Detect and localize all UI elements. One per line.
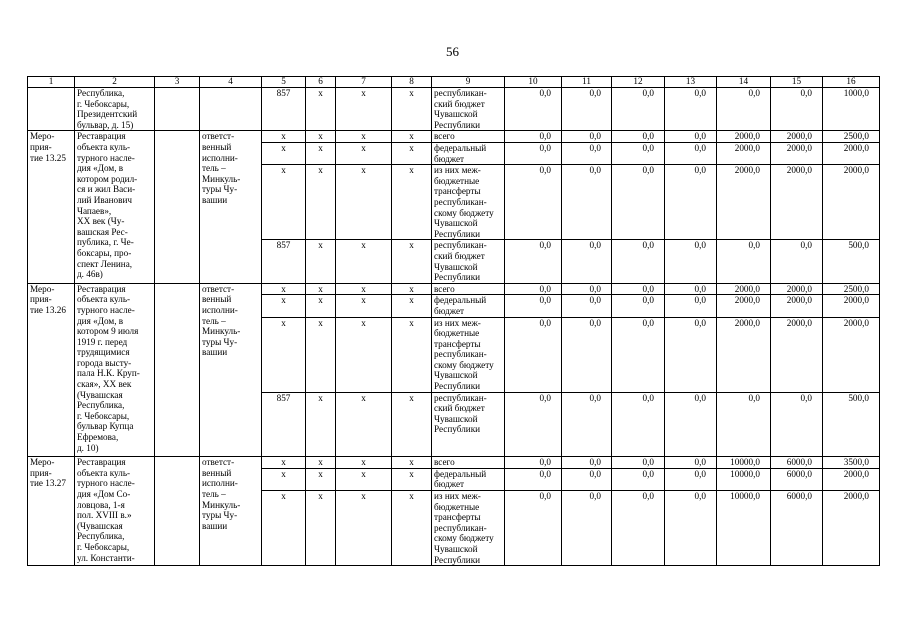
amount-cell: 0,0 xyxy=(612,165,665,240)
amount-cell: 0,0 xyxy=(665,240,717,283)
amount-cell: 6000,0 xyxy=(771,457,823,469)
column-header: 3 xyxy=(155,77,200,88)
budget-code-cell: х xyxy=(262,468,306,490)
amount-cell: 6000,0 xyxy=(771,491,823,566)
funding-source-cell: из них меж- бюджетные трансферты республикан- скому бюджету Чувашской Республики xyxy=(432,165,505,240)
measure-cell: Меро- прия- тие 13.27 xyxy=(28,457,75,566)
code-cell: х xyxy=(392,240,432,283)
column-header: 12 xyxy=(612,77,665,88)
code-cell: х xyxy=(392,142,432,164)
budget-code-cell: 857 xyxy=(262,240,306,283)
code-cell: х xyxy=(392,295,432,317)
amount-cell: 2000,0 xyxy=(771,165,823,240)
amount-cell: 0,0 xyxy=(665,131,717,143)
amount-cell: 0,0 xyxy=(612,131,665,143)
amount-cell: 0,0 xyxy=(665,317,717,392)
amount-cell: 2000,0 xyxy=(771,317,823,392)
amount-cell: 0,0 xyxy=(505,317,562,392)
budget-code-cell: х xyxy=(262,142,306,164)
budget-code-cell: х xyxy=(262,295,306,317)
table-row xyxy=(28,283,880,295)
amount-cell: 0,0 xyxy=(612,468,665,490)
object-cell: Республика, г. Чебоксары, Президентский бульвар, д. 15) xyxy=(75,88,155,131)
amount-cell: 10000,0 xyxy=(717,457,771,469)
code-cell: х xyxy=(392,88,432,131)
amount-cell: 0,0 xyxy=(505,392,562,457)
code-cell: х xyxy=(336,88,392,131)
amount-cell: 500,0 xyxy=(823,392,880,457)
code-cell: х xyxy=(306,392,336,457)
funding-source-cell: республикан- ский бюджет Чувашской Республики xyxy=(432,240,505,283)
amount-cell: 0,0 xyxy=(505,88,562,131)
amount-cell: 2000,0 xyxy=(771,295,823,317)
column-header: 1 xyxy=(28,77,75,88)
column-header: 4 xyxy=(200,77,262,88)
code-cell: х xyxy=(306,317,336,392)
amount-cell: 2000,0 xyxy=(717,131,771,143)
amount-cell: 0,0 xyxy=(665,165,717,240)
column-header: 15 xyxy=(771,77,823,88)
amount-cell: 3500,0 xyxy=(823,457,880,469)
budget-code-cell: 857 xyxy=(262,88,306,131)
amount-cell: 0,0 xyxy=(771,392,823,457)
empty-cell xyxy=(155,131,200,283)
empty-cell xyxy=(155,88,200,131)
code-cell: х xyxy=(306,240,336,283)
budget-code-cell: х xyxy=(262,317,306,392)
code-cell: х xyxy=(336,142,392,164)
funding-source-cell: республикан- ский бюджет Чувашской Республики xyxy=(432,392,505,457)
budget-code-cell: х xyxy=(262,131,306,143)
amount-cell: 0,0 xyxy=(505,283,562,295)
amount-cell: 2000,0 xyxy=(717,142,771,164)
funding-source-cell: федеральный бюджет xyxy=(432,295,505,317)
code-cell: х xyxy=(336,165,392,240)
code-cell: х xyxy=(336,131,392,143)
amount-cell: 0,0 xyxy=(612,283,665,295)
column-header: 10 xyxy=(505,77,562,88)
column-header: 14 xyxy=(717,77,771,88)
code-cell: х xyxy=(392,491,432,566)
amount-cell: 2000,0 xyxy=(823,468,880,490)
column-header: 2 xyxy=(75,77,155,88)
amount-cell: 0,0 xyxy=(562,392,612,457)
code-cell: х xyxy=(336,457,392,469)
code-cell: х xyxy=(392,457,432,469)
budget-code-cell: 857 xyxy=(262,392,306,457)
budget-code-cell: х xyxy=(262,283,306,295)
code-cell: х xyxy=(336,295,392,317)
code-cell: х xyxy=(306,131,336,143)
amount-cell: 0,0 xyxy=(612,240,665,283)
amount-cell: 0,0 xyxy=(562,131,612,143)
amount-cell: 0,0 xyxy=(505,457,562,469)
amount-cell: 0,0 xyxy=(562,295,612,317)
amount-cell: 0,0 xyxy=(665,457,717,469)
budget-code-cell: х xyxy=(262,491,306,566)
code-cell: х xyxy=(336,468,392,490)
column-header: 16 xyxy=(823,77,880,88)
code-cell: х xyxy=(306,468,336,490)
code-cell: х xyxy=(306,283,336,295)
amount-cell: 0,0 xyxy=(562,88,612,131)
amount-cell: 0,0 xyxy=(505,240,562,283)
amount-cell: 10000,0 xyxy=(717,468,771,490)
amount-cell: 0,0 xyxy=(505,295,562,317)
column-header: 9 xyxy=(432,77,505,88)
amount-cell: 6000,0 xyxy=(771,468,823,490)
amount-cell: 0,0 xyxy=(562,165,612,240)
amount-cell: 0,0 xyxy=(717,392,771,457)
object-cell: Реставрация объекта куль- турного насле- дия «Дом, в котором 9 июля 1919 г. перед трудящимися города высту- пала Н.К. Круп- ская», XX век (Чувашская Республика, г. Чебоксары, бульвар Купца Ефремова, д. 10) xyxy=(75,283,155,457)
responsible-cell: ответст- венный исполни- тель – Минкуль- туры Чу- вашии xyxy=(200,457,262,566)
object-cell: Реставрация объекта куль- турного насле- дия «Дом, в котором родил- ся и жил Васи- лий Иванович Чапаев», XX век (Чу- вашская Рес- публика, г. Че- боксары, про- спект Ленина, д. 46в) xyxy=(75,131,155,283)
amount-cell: 0,0 xyxy=(665,142,717,164)
amount-cell: 2000,0 xyxy=(717,295,771,317)
amount-cell: 0,0 xyxy=(505,491,562,566)
column-header: 8 xyxy=(392,77,432,88)
amount-cell: 2500,0 xyxy=(823,283,880,295)
amount-cell: 2000,0 xyxy=(717,165,771,240)
empty-cell xyxy=(155,283,200,457)
amount-cell: 2000,0 xyxy=(771,131,823,143)
amount-cell: 1000,0 xyxy=(823,88,880,131)
funding-source-cell: из них меж- бюджетные трансферты республикан- скому бюджету Чувашской Республики xyxy=(432,317,505,392)
empty-cell xyxy=(155,457,200,566)
funding-source-cell: федеральный бюджет xyxy=(432,142,505,164)
amount-cell: 0,0 xyxy=(505,131,562,143)
code-cell: х xyxy=(392,317,432,392)
funding-source-cell: республикан- ский бюджет Чувашской Республики xyxy=(432,88,505,131)
amount-cell: 0,0 xyxy=(665,468,717,490)
code-cell: х xyxy=(336,283,392,295)
amount-cell: 0,0 xyxy=(665,295,717,317)
code-cell: х xyxy=(392,468,432,490)
amount-cell: 0,0 xyxy=(665,392,717,457)
program-table xyxy=(27,76,880,566)
responsible-cell xyxy=(200,88,262,131)
amount-cell: 0,0 xyxy=(717,88,771,131)
responsible-cell: ответст- венный исполни- тель – Минкуль- туры Чу- вашии xyxy=(200,131,262,283)
column-header: 5 xyxy=(262,77,306,88)
code-cell: х xyxy=(306,295,336,317)
amount-cell: 0,0 xyxy=(562,240,612,283)
amount-cell: 0,0 xyxy=(505,468,562,490)
amount-cell: 2000,0 xyxy=(823,317,880,392)
budget-code-cell: х xyxy=(262,165,306,240)
code-cell: х xyxy=(306,88,336,131)
amount-cell: 0,0 xyxy=(562,491,612,566)
code-cell: х xyxy=(392,165,432,240)
funding-source-cell: федеральный бюджет xyxy=(432,468,505,490)
page-number: 56 xyxy=(446,44,459,59)
amount-cell: 2000,0 xyxy=(717,283,771,295)
amount-cell: 0,0 xyxy=(665,283,717,295)
amount-cell: 0,0 xyxy=(562,457,612,469)
funding-source-cell: всего xyxy=(432,457,505,469)
code-cell: х xyxy=(306,457,336,469)
object-cell: Реставрация объекта куль- турного насле- дия «Дом Со- ловцова, 1-я пол. XVIII в.» (Чувашская Республика, г. Чебоксары, ул. Константи- xyxy=(75,457,155,566)
amount-cell: 0,0 xyxy=(562,283,612,295)
amount-cell: 0,0 xyxy=(612,317,665,392)
amount-cell: 0,0 xyxy=(612,88,665,131)
amount-cell: 0,0 xyxy=(665,88,717,131)
amount-cell: 10000,0 xyxy=(717,491,771,566)
amount-cell: 2000,0 xyxy=(771,142,823,164)
code-cell: х xyxy=(306,491,336,566)
amount-cell: 2500,0 xyxy=(823,131,880,143)
header-row xyxy=(28,77,880,88)
amount-cell: 0,0 xyxy=(505,142,562,164)
amount-cell: 2000,0 xyxy=(823,491,880,566)
amount-cell: 0,0 xyxy=(612,491,665,566)
amount-cell: 0,0 xyxy=(665,491,717,566)
amount-cell: 0,0 xyxy=(612,457,665,469)
code-cell: х xyxy=(336,240,392,283)
budget-code-cell: х xyxy=(262,457,306,469)
amount-cell: 2000,0 xyxy=(823,295,880,317)
code-cell: х xyxy=(392,392,432,457)
amount-cell: 2000,0 xyxy=(823,165,880,240)
amount-cell: 2000,0 xyxy=(717,317,771,392)
code-cell: х xyxy=(306,142,336,164)
code-cell: х xyxy=(336,317,392,392)
funding-source-cell: всего xyxy=(432,131,505,143)
amount-cell: 0,0 xyxy=(562,468,612,490)
code-cell: х xyxy=(336,392,392,457)
column-header: 11 xyxy=(562,77,612,88)
amount-cell: 0,0 xyxy=(562,317,612,392)
column-header: 6 xyxy=(306,77,336,88)
responsible-cell: ответст- венный исполни- тель – Минкуль- туры Чу- вашии xyxy=(200,283,262,457)
amount-cell: 0,0 xyxy=(562,142,612,164)
measure-cell: Меро- прия- тие 13.25 xyxy=(28,131,75,283)
amount-cell: 0,0 xyxy=(612,142,665,164)
amount-cell: 0,0 xyxy=(612,295,665,317)
funding-source-cell: всего xyxy=(432,283,505,295)
amount-cell: 500,0 xyxy=(823,240,880,283)
table-row xyxy=(28,88,880,131)
code-cell: х xyxy=(306,165,336,240)
amount-cell: 2000,0 xyxy=(823,142,880,164)
amount-cell: 2000,0 xyxy=(771,283,823,295)
code-cell: х xyxy=(336,491,392,566)
measure-cell xyxy=(28,88,75,131)
measure-cell: Меро- прия- тие 13.26 xyxy=(28,283,75,457)
code-cell: х xyxy=(392,283,432,295)
table-row xyxy=(28,457,880,469)
code-cell: х xyxy=(392,131,432,143)
amount-cell: 0,0 xyxy=(771,240,823,283)
amount-cell: 0,0 xyxy=(505,165,562,240)
column-header: 7 xyxy=(336,77,392,88)
column-header: 13 xyxy=(665,77,717,88)
funding-source-cell: из них меж- бюджетные трансферты республикан- скому бюджету Чувашской Республики xyxy=(432,491,505,566)
amount-cell: 0,0 xyxy=(612,392,665,457)
amount-cell: 0,0 xyxy=(717,240,771,283)
amount-cell: 0,0 xyxy=(771,88,823,131)
table-row xyxy=(28,131,880,143)
